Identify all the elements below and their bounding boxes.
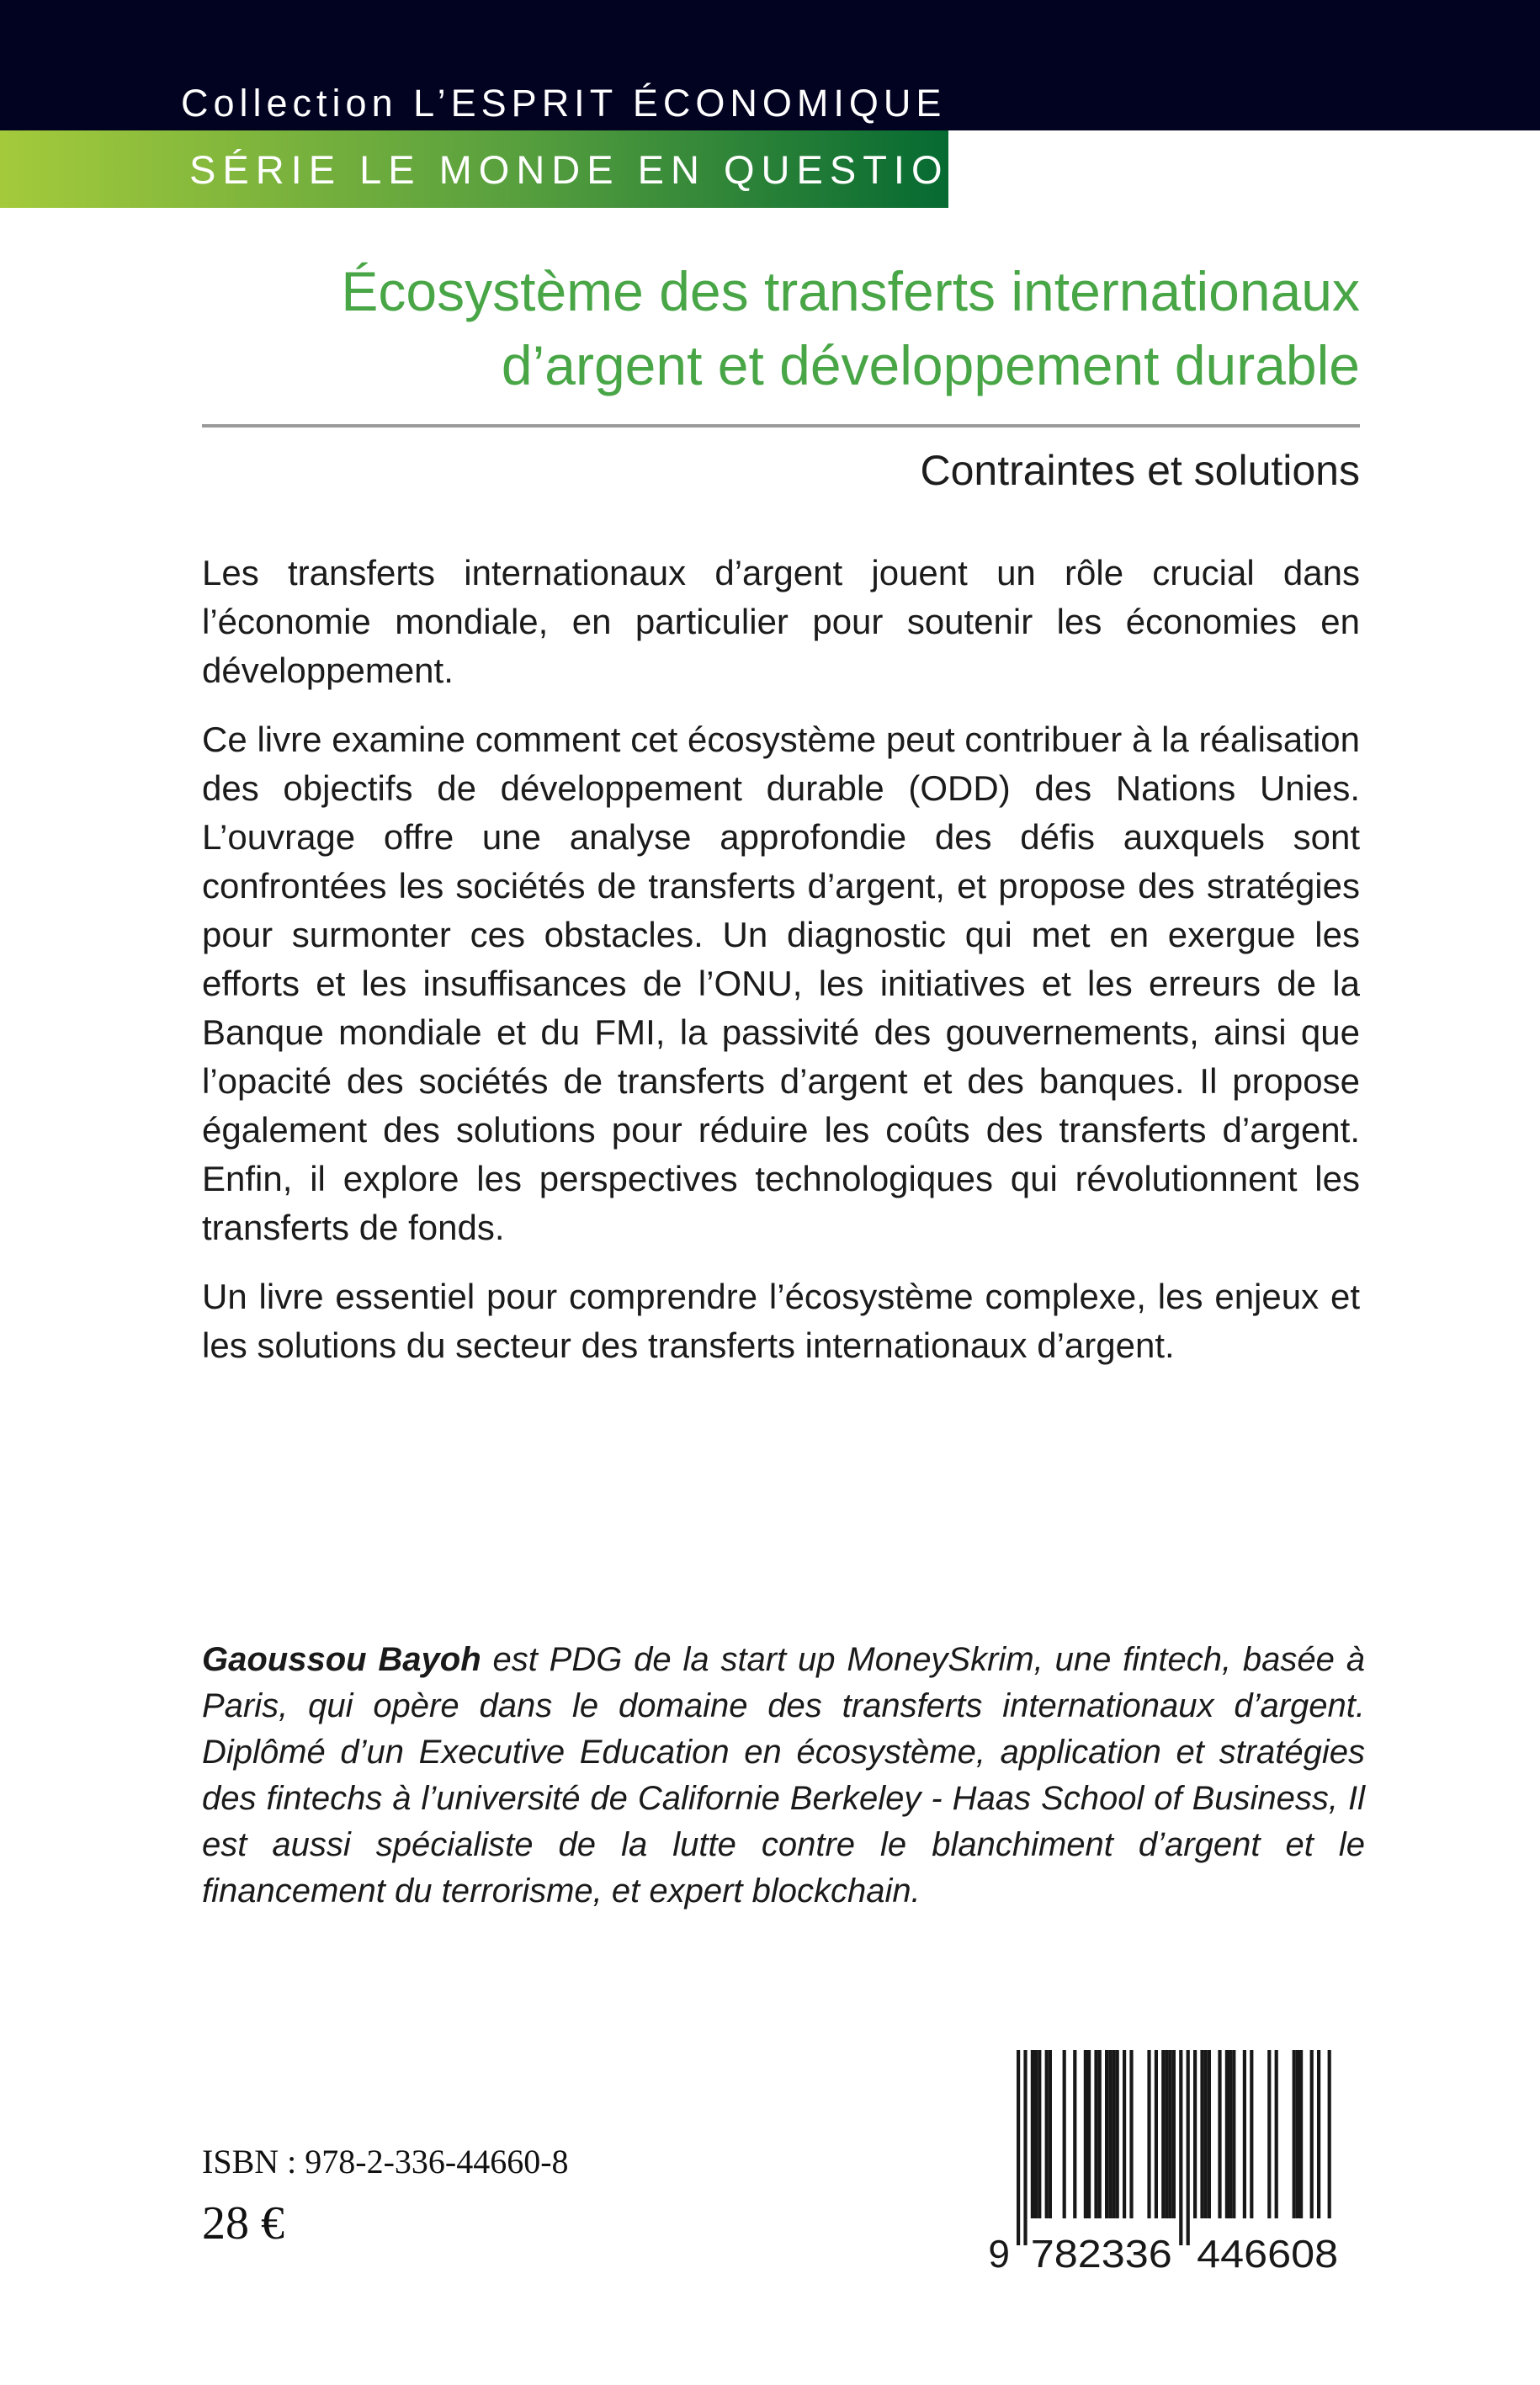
- price-label: 28 €: [202, 2197, 284, 2250]
- author-name: Gaoussou Bayoh: [202, 1641, 481, 1678]
- summary-paragraph: Les transferts internationaux d’argent jouent un rôle crucial dans l’économie mondiale, en particulier pour soutenir les économies en développement.: [202, 553, 1360, 690]
- isbn-label: ISBN : 978-2-336-44660-8: [202, 2143, 569, 2180]
- book-title-line1: Écosystème des transferts internationaux: [341, 260, 1360, 322]
- title-block: [202, 254, 1360, 495]
- book-subtitle: Contraintes et solutions: [920, 447, 1360, 494]
- summary-paragraph: Un livre essentiel pour comprendre l’écosystème complexe, les enjeux et les solutions du secteur des transferts internationaux d’argent.: [202, 1277, 1360, 1365]
- author-bio-text: est PDG de la start up MoneySkrim, une fintech, basée à Paris, qui opère dans le domaine des transferts internationaux d’argent. Diplômé d’un Executive Education en écosystème, application et stratégies des fintechs à l’université de Californie Berkeley - Haas School of Business, Il est aussi spécialiste de la lutte contre le blanchiment d’argent et le financement du terrorisme, et expert blockchain.: [202, 1641, 1365, 1910]
- summary-paragraph: Ce livre examine comment cet écosystème peut contribuer à la réalisation des objectifs de développement durable (ODD) des Nations Unies. L’ouvrage offre une analyse approfondie des défis auxquels sont confrontées les sociétés de transferts d’argent, et propose des stratégies pour surmonter ces obstacles. Un diagnostic qui met en exergue les efforts et les insuffisances de l’ONU, les initiatives et les erreurs de la Banque mondiale et du FMI, la passivité des gouvernements, ainsi que l’opacité des sociétés de transferts d’argent et des banques. Il propose également des solutions pour réduire les coûts des transferts d’argent. Enfin, il explore les perspectives technologiques qui révolutionnent les transferts de fonds.: [202, 720, 1360, 1247]
- footer-left: [202, 2142, 569, 2250]
- svg-text:9: 9: [988, 2232, 1010, 2276]
- svg-text:446608: 446608: [1197, 2232, 1339, 2276]
- collection-band: [0, 0, 1540, 130]
- series-label: SÉRIE LE MONDE EN QUESTION: [189, 146, 985, 192]
- series-band: [0, 130, 985, 208]
- collection-label: Collection L’ESPRIT ÉCONOMIQUE: [181, 82, 947, 125]
- barcode: [986, 2050, 1361, 2283]
- author-bio: [202, 1637, 1365, 1915]
- book-title-line2: d’argent et développement durable: [501, 334, 1360, 396]
- summary-block: [202, 549, 1360, 1390]
- title-divider: [202, 424, 1360, 428]
- book-title: [202, 254, 1360, 402]
- svg-text:782336: 782336: [1030, 2232, 1172, 2276]
